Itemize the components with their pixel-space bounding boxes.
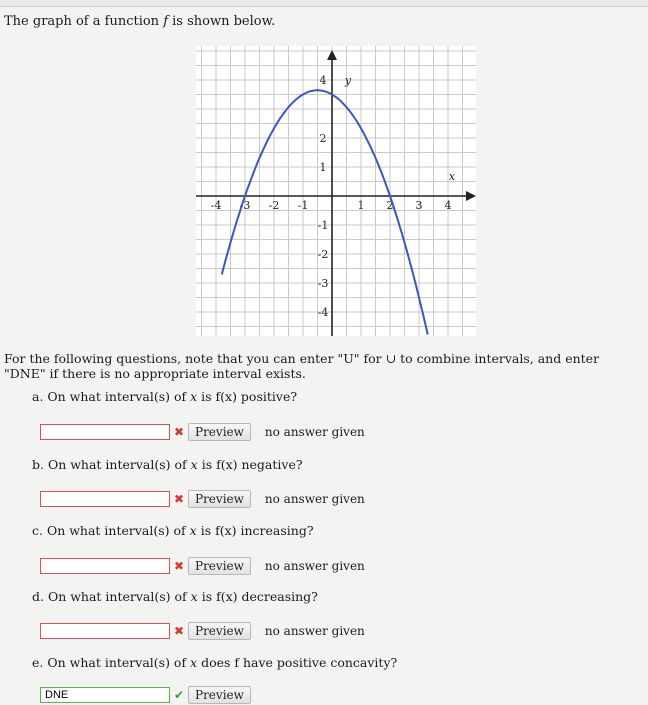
y-axis-label: y [344,74,352,87]
preview-button-c[interactable]: Preview [188,557,251,575]
question-b: b. On what interval(s) of x is f(x) negative? [32,457,303,472]
incorrect-icon: ✖ [173,425,185,439]
instructions: For the following questions, note that you can enter "U" for ∪ to combine intervals, and enter "DNE" if there is no appropriate interval exists. [4,351,600,381]
x-tick-label: -4 [210,199,222,212]
question-e: e. On what interval(s) of x does f have positive concavity? [32,655,398,670]
incorrect-icon: ✖ [173,559,185,573]
feedback-d: no answer given [264,624,365,638]
intro-text: The graph of a function f is shown below. [4,14,276,29]
question-a: a. On what interval(s) of x is f(x) positive? [32,389,298,404]
preview-button-b[interactable]: Preview [188,490,251,508]
answer-input-d[interactable] [40,623,170,639]
answer-row-c [40,556,365,576]
preview-button-a[interactable]: Preview [188,423,251,441]
y-tick-label: 4 [319,74,327,87]
x-tick-label: -1 [297,199,309,212]
incorrect-icon: ✖ [173,624,185,638]
top-border [0,0,648,7]
y-tick-label: -4 [317,306,329,319]
answer-row-a [40,422,365,442]
answer-input-a[interactable] [40,424,170,440]
y-tick-label: 1 [319,161,327,174]
x-tick-label: -3 [239,199,251,212]
answer-input-b[interactable] [40,491,170,507]
incorrect-icon: ✖ [173,492,185,506]
correct-icon: ✔ [173,688,185,702]
feedback-b: no answer given [264,492,365,506]
function-graph [196,46,476,336]
x-tick-label: -2 [268,199,280,212]
preview-button-d[interactable]: Preview [188,622,251,640]
y-tick-label: -3 [317,277,329,290]
y-tick-label: -1 [317,219,329,232]
answer-row-e [40,685,265,705]
y-tick-label: 2 [319,132,327,145]
question-c: c. On what interval(s) of x is f(x) increasing? [32,523,314,538]
x-tick-label: 4 [444,199,452,212]
feedback-a: no answer given [264,425,365,439]
question-d: d. On what interval(s) of x is f(x) decreasing? [32,589,318,604]
answer-row-d [40,621,365,641]
x-tick-label: 2 [386,199,394,212]
answer-input-c[interactable] [40,558,170,574]
x-tick-label: 3 [415,199,423,212]
answer-input-e[interactable] [40,687,170,703]
answer-row-b [40,489,365,509]
x-tick-label: 1 [357,199,365,212]
x-axis-label: x [448,170,456,183]
preview-button-e[interactable]: Preview [188,686,251,704]
feedback-c: no answer given [264,559,365,573]
y-tick-label: -2 [317,248,329,261]
